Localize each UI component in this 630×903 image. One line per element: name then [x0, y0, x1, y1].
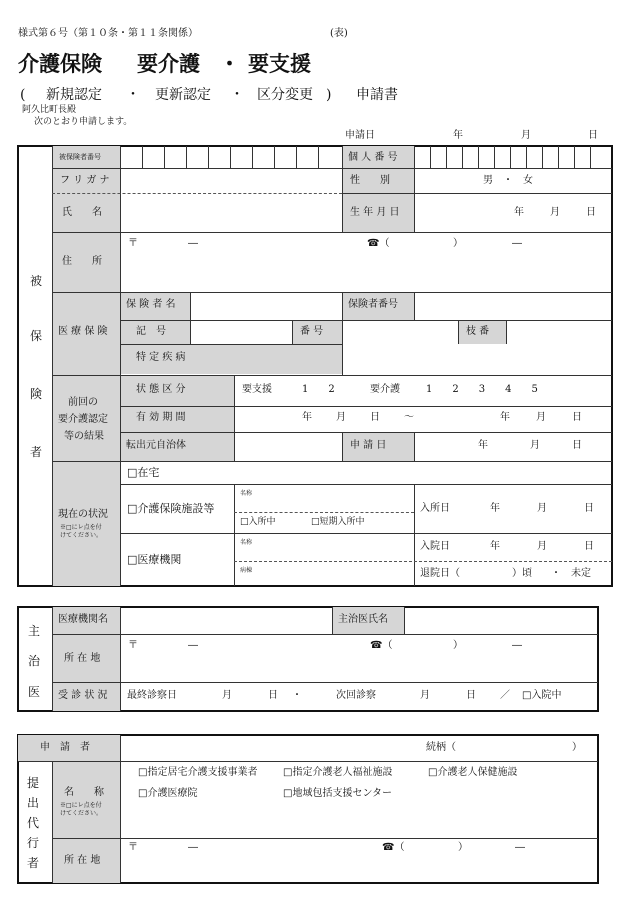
option-medical-care-home[interactable]: □介護医療院 — [138, 788, 198, 799]
transfer-label: 転出元自治体 — [126, 440, 186, 451]
name-label: 氏 名 — [62, 207, 102, 218]
visit-slash: ／ — [500, 690, 510, 701]
admitted-checkbox[interactable]: □入所中 — [240, 517, 276, 527]
visit-dot: ・ — [292, 690, 302, 701]
tel-dash: ― — [512, 238, 522, 249]
proxy-address-label: 所 在 地 — [64, 855, 101, 866]
inpatient-checkbox[interactable]: □入院中 — [522, 690, 562, 701]
subtitle-dot-1: ・ — [126, 87, 140, 103]
symbol-label: 記 号 — [136, 326, 166, 337]
subtitle-close: ) — [326, 87, 332, 103]
prev-label-1: 前回の — [68, 397, 98, 408]
entry-day: 日 — [584, 503, 594, 514]
insured-label-2: 保 — [30, 329, 43, 343]
entry-year: 年 — [490, 503, 500, 514]
medical-insurance-label: 医 療 保 険 — [58, 326, 108, 337]
birth-year: 年 — [514, 207, 524, 218]
current-status-label: 現在の状況 — [58, 509, 108, 520]
proxy-label-2: 出 — [27, 796, 40, 810]
insured-label-3: 険 — [30, 387, 43, 401]
facility-name-label: 名称 — [240, 490, 253, 497]
doctor-address-label: 所 在 地 — [64, 653, 101, 664]
personal-number-label: 個 人 番 号 — [348, 152, 398, 163]
disease-label: 特 定 疾 病 — [136, 352, 186, 363]
proxy-postal-dash: ― — [188, 842, 198, 853]
apply-date-label: 申 請 日 — [350, 440, 387, 451]
subtitle-change: 区分変更 — [257, 87, 313, 103]
insured-label-4: 者 — [30, 445, 43, 459]
subtitle-new: 新規認定 — [46, 87, 102, 103]
subtitle-application: 申請書 — [356, 87, 398, 103]
valid-from-month: 月 — [336, 412, 346, 423]
tel-close: ） — [453, 238, 463, 249]
gender-value[interactable]: 男 ・ 女 — [483, 175, 533, 186]
proxy-tel-icon: ☎（ — [382, 842, 405, 853]
doctor-label-3: 医 — [28, 685, 41, 699]
subtitle-open: ( — [20, 87, 26, 103]
discharge-approx: ）頃 — [512, 568, 532, 579]
home-checkbox[interactable]: □在宅 — [127, 466, 160, 479]
ward-label: 病棟 — [240, 567, 253, 574]
relation-label: 続柄（ — [426, 742, 456, 753]
address-label: 住 所 — [62, 256, 102, 267]
apply-year: 年 — [478, 440, 488, 451]
care-levels[interactable]: 1 2 3 4 5 — [426, 384, 538, 395]
visit-label: 受 診 状 況 — [58, 690, 108, 701]
discharge-label: 退院日（ — [420, 568, 460, 579]
next-visit-day: 日 — [466, 690, 476, 701]
proxy-label-1: 提 — [27, 776, 40, 790]
relation-close: ） — [572, 742, 582, 753]
valid-to-month: 月 — [536, 412, 546, 423]
tel-icon: ☎（ — [367, 238, 390, 249]
next-visit-label: 次回診察 — [336, 690, 376, 701]
statement: 次のとおり申請します。 — [34, 117, 133, 127]
title-care: 要介護 — [137, 51, 200, 76]
admit-year: 年 — [490, 541, 500, 552]
admit-day: 日 — [584, 541, 594, 552]
support-levels[interactable]: 1 2 — [302, 384, 335, 395]
option-welfare-facility[interactable]: □指定介護老人福祉施設 — [283, 767, 393, 778]
entry-month: 月 — [537, 503, 547, 514]
status-label: 状 態 区 分 — [136, 384, 186, 395]
valid-from-year: 年 — [302, 412, 312, 423]
applicant-label: 申 請 者 — [40, 742, 90, 753]
valid-to-day: 日 — [572, 412, 582, 423]
support-label: 要支援 — [242, 384, 272, 395]
doctor-tel-close: ） — [453, 640, 463, 651]
hospital-name-label: 名称 — [240, 539, 253, 546]
date-label: 申請日 — [345, 130, 375, 141]
prev-label-3: 等の結果 — [64, 431, 104, 442]
apply-day: 日 — [572, 440, 582, 451]
doctor-tel-icon: ☎（ — [370, 640, 393, 651]
title-insurance: 介護保険 — [18, 51, 102, 76]
title-support: 要支援 — [248, 51, 311, 76]
short-stay-checkbox[interactable]: □短期入所中 — [311, 517, 365, 527]
insured-number-label: 被保険者番号 — [59, 153, 101, 161]
birth-label: 生 年 月 日 — [350, 207, 400, 218]
proxy-tel-dash: ― — [515, 842, 525, 853]
doctor-label-1: 主 — [28, 624, 41, 638]
furigana-label: フ リ ガ ナ — [60, 175, 110, 186]
insured-label-1: 被 — [30, 274, 43, 288]
option-health-facility[interactable]: □介護老人保健施設 — [428, 767, 518, 778]
postal-mark: 〒 — [128, 238, 138, 249]
doctor-name-label: 主治医氏名 — [338, 614, 388, 625]
date-day: 日 — [588, 130, 598, 141]
proxy-label-4: 行 — [27, 836, 40, 850]
insurer-name-label: 保 険 者 名 — [126, 299, 176, 310]
last-visit-month: 月 — [222, 690, 232, 701]
prev-label-2: 要介護認定 — [58, 414, 108, 425]
subtitle-renew: 更新認定 — [155, 87, 211, 103]
valid-tilde: ～ — [404, 412, 414, 423]
last-visit-label: 最終診察日 — [127, 690, 177, 701]
current-note-1: ※□にレ点を付 — [60, 524, 102, 531]
branch-label: 枝 番 — [466, 326, 490, 337]
number-field-label: 番 号 — [300, 326, 324, 337]
date-month: 月 — [521, 130, 531, 141]
doctor-facility-label: 医療機関名 — [58, 614, 108, 625]
doctor-postal-dash: ― — [188, 640, 198, 651]
discharge-dot: ・ — [551, 568, 561, 579]
proxy-postal-mark: 〒 — [128, 842, 138, 853]
care-label: 要介護 — [370, 384, 400, 395]
front-mark: (表) — [330, 28, 348, 39]
form-number: 様式第６号（第１０条・第１１条関係） — [18, 28, 198, 39]
title-dot: ・ — [219, 51, 240, 76]
entry-date-label: 入所日 — [420, 503, 450, 514]
hospital-checkbox[interactable]: □医療機関 — [127, 553, 182, 566]
insurer-number-label: 保険者番号 — [348, 299, 398, 310]
admit-date-label: 入院日 — [420, 541, 450, 552]
admit-month: 月 — [537, 541, 547, 552]
addressee: 阿久比町長殿 — [22, 105, 77, 115]
subtitle-dot-2: ・ — [230, 87, 244, 103]
last-visit-day: 日 — [268, 690, 278, 701]
apply-month: 月 — [530, 440, 540, 451]
gender-label: 性 別 — [350, 175, 390, 186]
date-year: 年 — [453, 130, 463, 141]
option-community-center[interactable]: □地域包括支援センター — [283, 788, 393, 799]
next-visit-month: 月 — [420, 690, 430, 701]
proxy-label-3: 代 — [27, 816, 40, 830]
current-note-2: けてください。 — [60, 532, 103, 539]
proxy-name-label: 名 称 — [64, 787, 104, 798]
valid-to-year: 年 — [500, 412, 510, 423]
valid-from-day: 日 — [370, 412, 380, 423]
facility-checkbox[interactable]: □介護保険施設等 — [127, 502, 215, 515]
birth-month: 月 — [550, 207, 560, 218]
doctor-tel-dash: ― — [512, 640, 522, 651]
proxy-label-5: 者 — [27, 856, 40, 870]
proxy-tel-close: ） — [458, 842, 468, 853]
option-care-support-provider[interactable]: □指定居宅介護支援事業者 — [138, 767, 258, 778]
doctor-label-2: 治 — [28, 654, 41, 668]
valid-label: 有 効 期 間 — [136, 412, 186, 423]
proxy-note-2: けてください。 — [60, 810, 103, 817]
birth-day: 日 — [586, 207, 596, 218]
discharge-undecided[interactable]: 未定 — [571, 568, 591, 579]
proxy-note-1: ※□にレ点を付 — [60, 802, 102, 809]
postal-dash: ― — [188, 238, 198, 249]
doctor-postal-mark: 〒 — [128, 640, 138, 651]
